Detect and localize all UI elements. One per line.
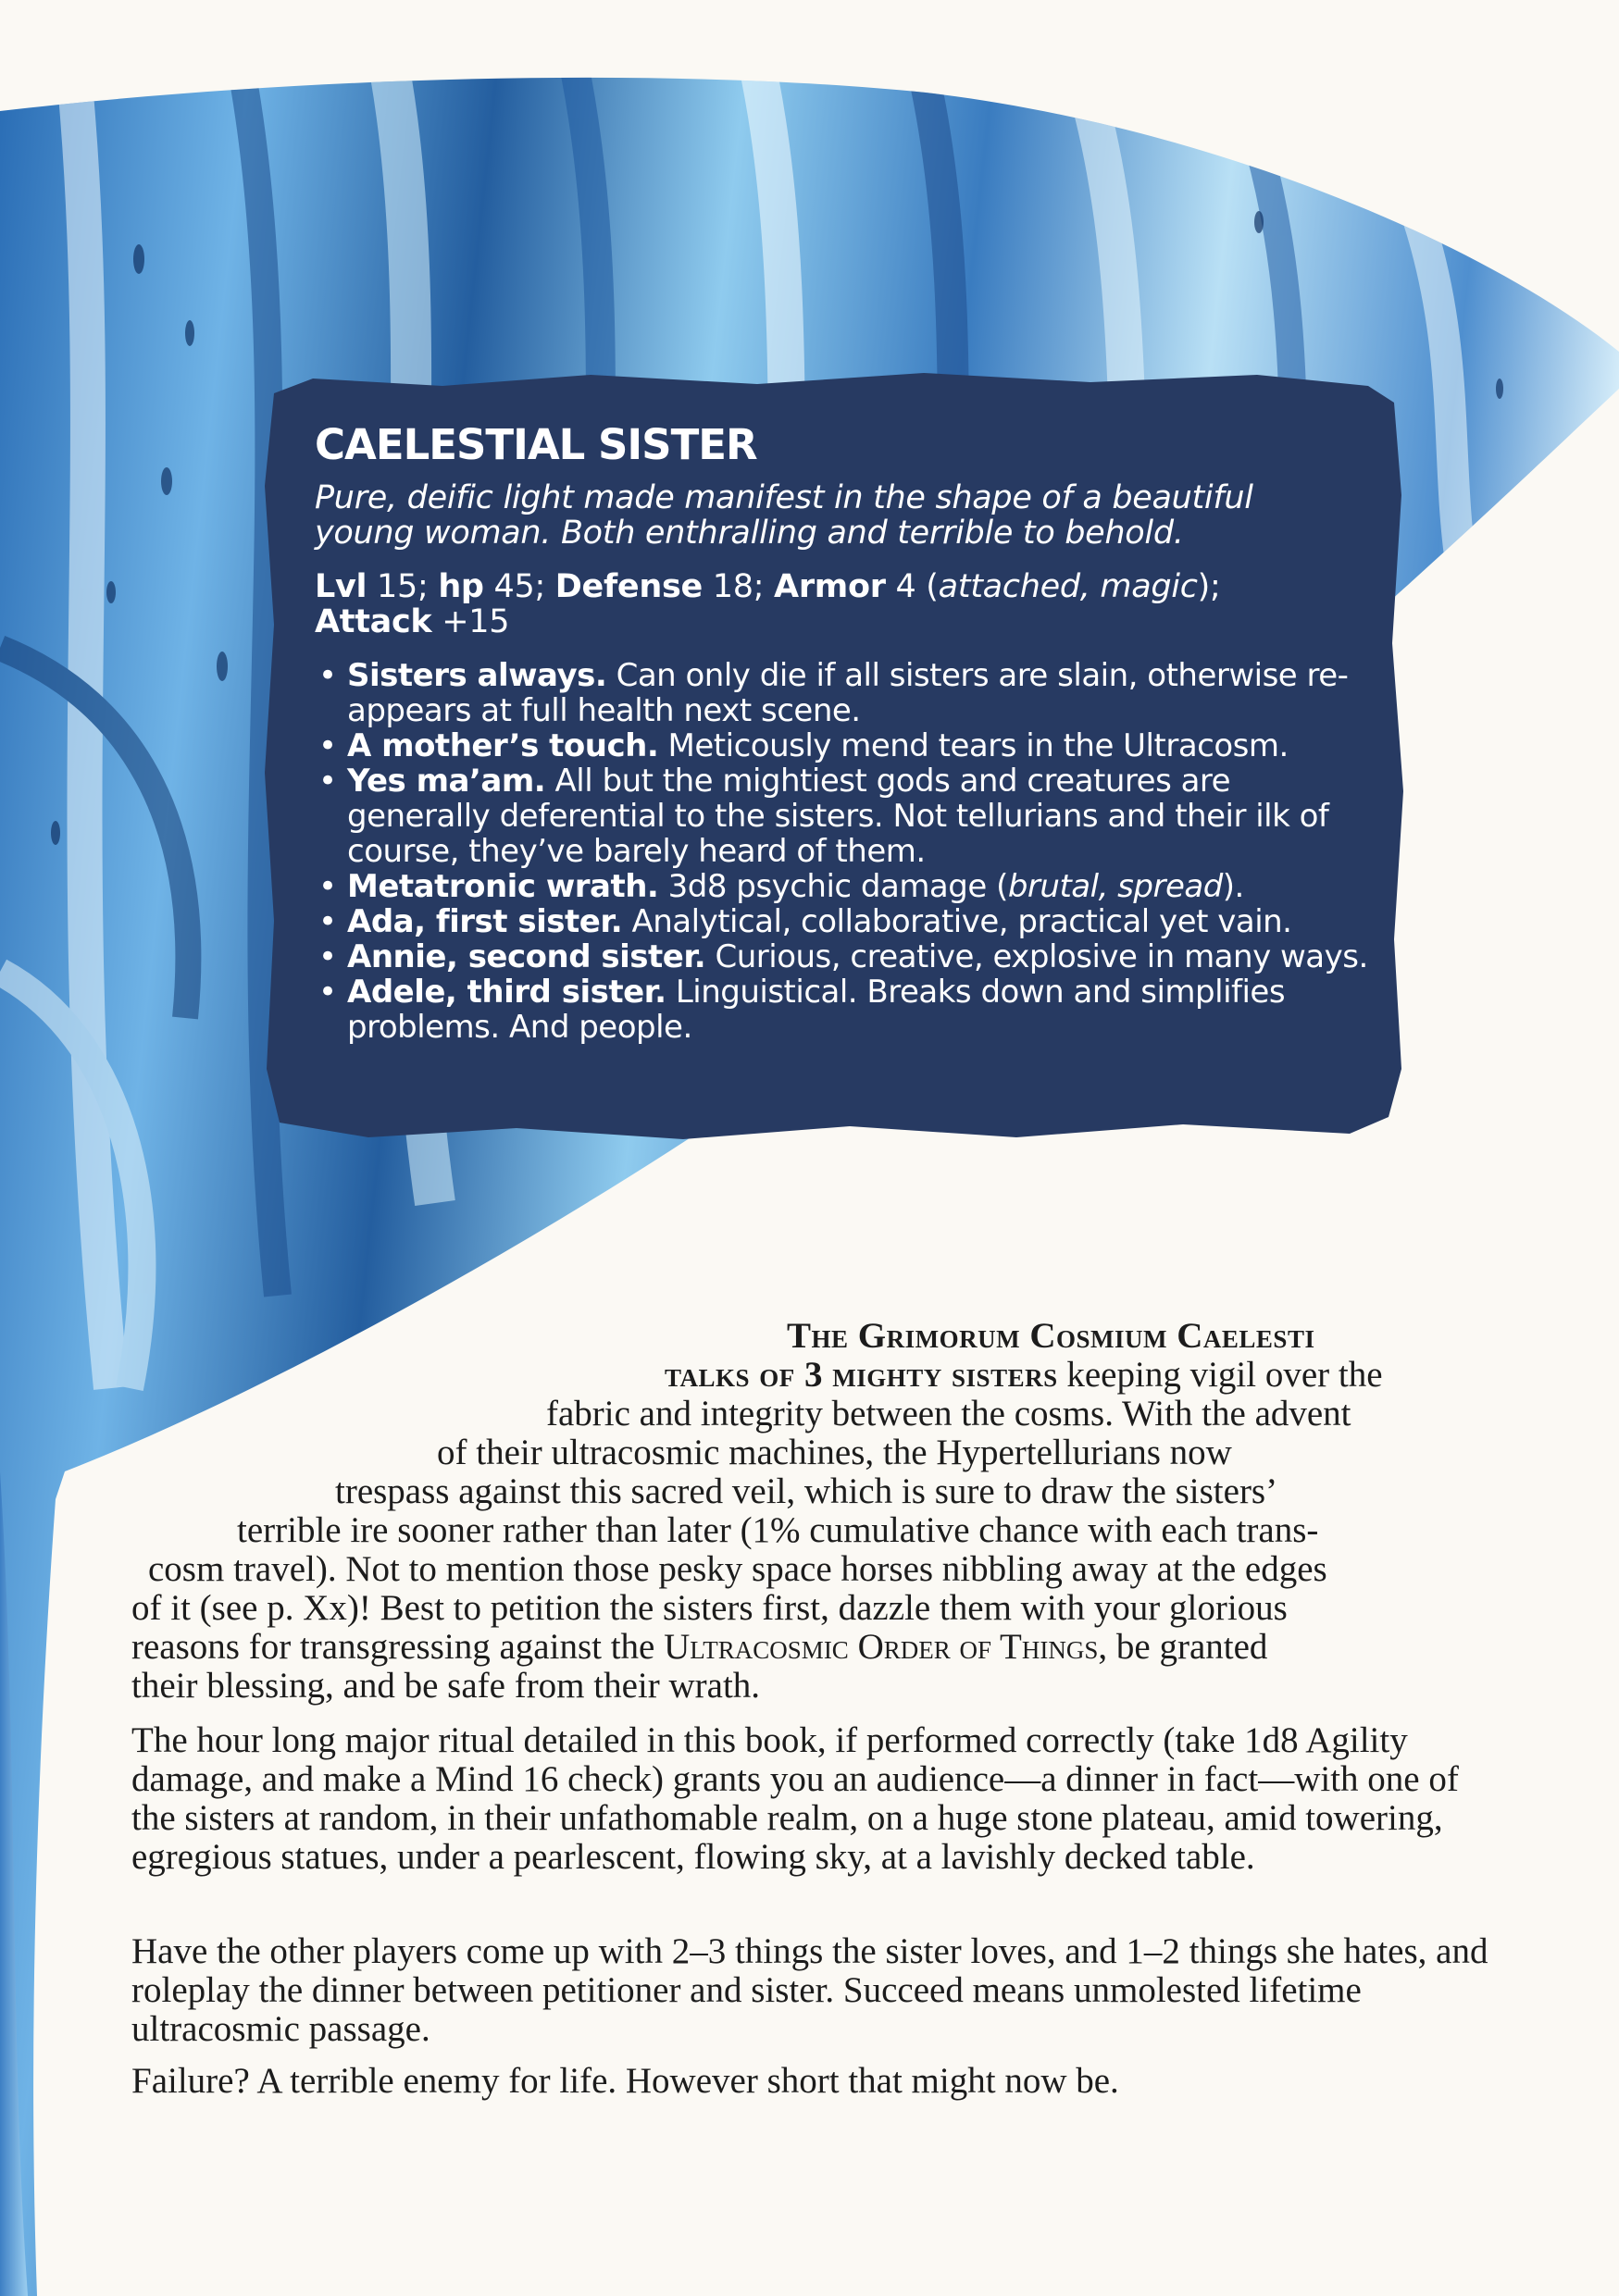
body-paragraph: The hour long major ritual detailed in this book, if performed correctly (take 1d8 Agility damage, and make a Mind 16 check) grants you an audience—a dinner in fact—with one of the sisters at random, in their unfathomable realm, on a huge stone plateau, amid towering, egregious statues, under a pearlescent, flowing sky, at a lavishly decked table. (131, 1720, 1459, 1877)
lead-line: fabric and integrity between the cosms. With the advent (546, 1394, 1351, 1433)
stat-block-content (315, 421, 1370, 1045)
trait-item: • Annie, second sister. Curious, creative, explosive in many ways. (315, 939, 1370, 974)
trait-item: • Adele, third sister. Linguistical. Breaks down and simplifies problems. And people. (315, 974, 1370, 1045)
stat-block-title: CAELESTIAL SISTER (315, 420, 757, 469)
lvl-label: Lvl (315, 568, 367, 605)
hp-label: hp (438, 568, 484, 605)
armor-label: Armor (774, 568, 886, 605)
trait-item: • Metatronic wrath. 3d8 psychic damage (brutal, spread). (315, 869, 1370, 904)
lead-line: cosm travel). Not to mention those pesky space horses nibbling away at the edges (148, 1549, 1327, 1589)
trait-item: • A mother’s touch. Meticously mend tears in the Ultracosm. (315, 728, 1370, 763)
lvl-value: 15; (367, 568, 439, 605)
stat-line: Lvl 15; hp 45; Defense 18; Armor 4 (attached, magic); Attack +15 (315, 568, 1221, 640)
attack-label: Attack (315, 603, 432, 640)
trait-item: • Ada, first sister. Analytical, collaborative, practical yet vain. (315, 904, 1370, 939)
trait-list (315, 658, 1370, 1045)
defense-label: Defense (554, 568, 703, 605)
lead-line: terrible ire sooner rather than later (1% cumulative chance with each trans- (237, 1510, 1319, 1550)
hp-value: 45; (483, 568, 555, 605)
lead-line: trespass against this sacred veil, which is sure to draw the sisters’ (335, 1471, 1278, 1511)
trait-item: • Yes ma’am. All but the mightiest gods and creatures are generally deferential to the sisters. Not tellurians and their ilk of course, they’ve barely heard of them. (315, 763, 1370, 869)
body-paragraph: Have the other players come up with 2–3 things the sister loves, and 1–2 things she hates, and roleplay the dinner between petitioner and sister. Succeed means unmolested lifetime ultracosmic passage. (131, 1931, 1488, 2049)
body-paragraph: Failure? A terrible enemy for life. However short that might now be. (131, 2061, 1119, 2101)
lead-line: their blessing, and be safe from their wrath. (131, 1666, 761, 1706)
armor-tags: attached, magic (938, 568, 1198, 605)
trait-item: • Sisters always. Can only die if all sisters are slain, otherwise re-appears at full health next scene. (315, 658, 1370, 728)
armor-value: 4 ( (885, 568, 939, 605)
stat-block-description: Pure, deific light made manifest in the shape of a beautiful young woman. Both enthralling and terrible to behold. (315, 479, 1253, 552)
stat-block (257, 366, 1409, 1146)
lead-line: of it (see p. Xx)! Best to petition the sisters first, dazzle them with your glorious (131, 1588, 1288, 1628)
lead-line: talks of 3 mighty sisters keeping vigil over the (665, 1355, 1383, 1395)
defense-value: 18; (702, 568, 775, 605)
lead-line: reasons for transgressing against the Ultracosmic Order of Things, be granted (131, 1627, 1268, 1667)
attack-value: +15 (431, 603, 510, 640)
lead-line: The Grimorum Cosmium Caelesti (787, 1316, 1315, 1356)
lead-line: of their ultracosmic machines, the Hypertellurians now (437, 1433, 1232, 1472)
